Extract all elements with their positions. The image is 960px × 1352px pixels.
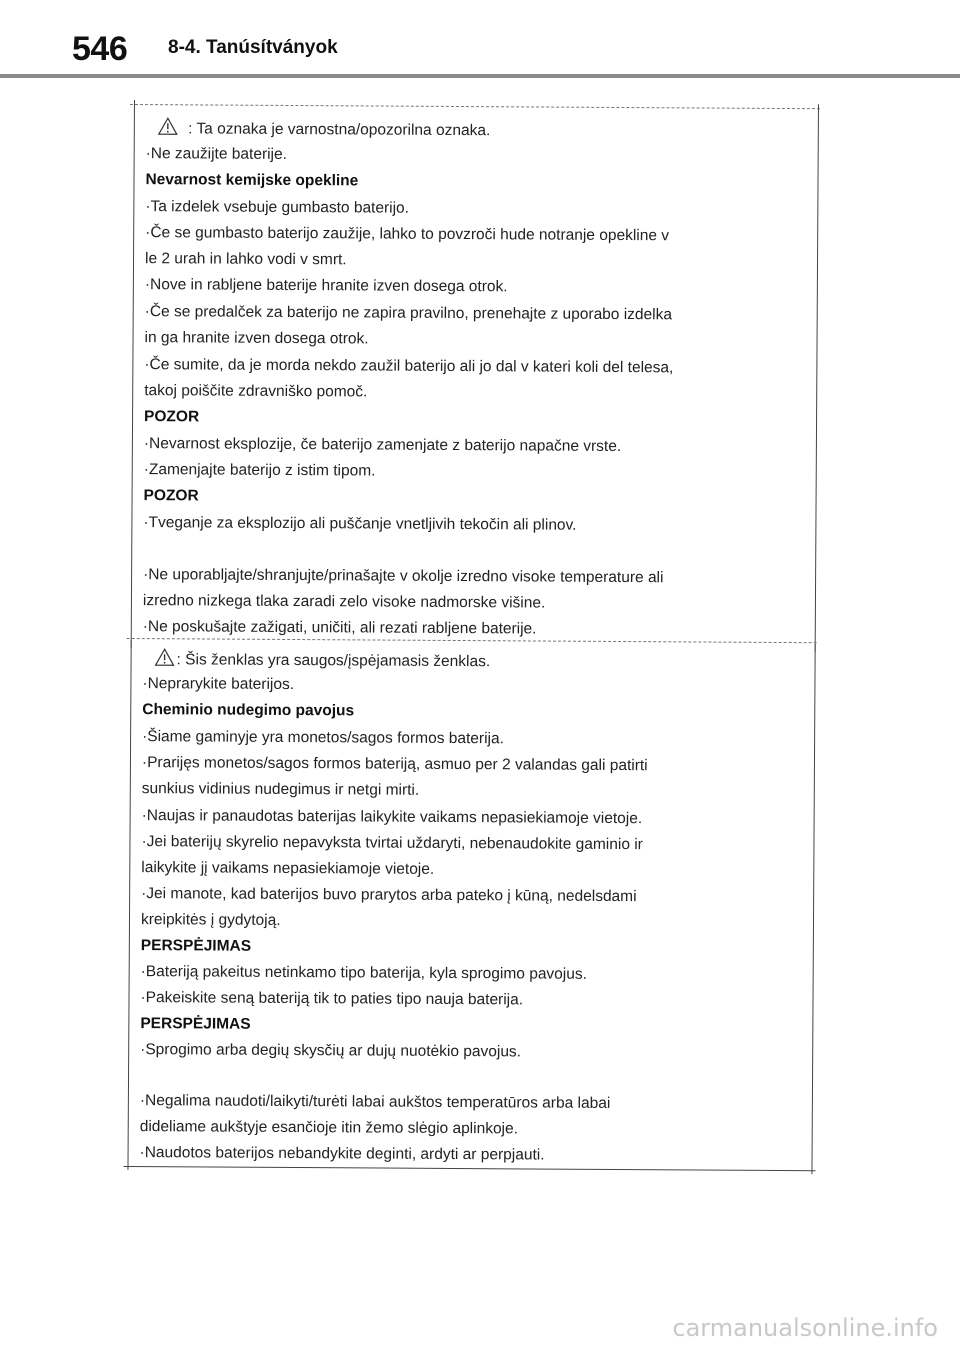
- sl-line-12: ·Nevarnost eksplozije, če baterijo zamenjate z baterijo napačne vrste.: [143, 435, 622, 456]
- sl-line-4: ·Če se gumbasto baterijo zaužije, lahko to povzroči hude notranje opekline v: [145, 224, 670, 245]
- sl-line-17: izredno nizkega tlaka zaradi zelo visoke nadmorske višine.: [142, 592, 546, 612]
- sl-line-1: ·Ne zaužijte baterije.: [145, 145, 288, 163]
- lt-line-16: ·Negalima naudoti/laikyti/turėti labai aukštos temperatūros arba labai: [139, 1092, 611, 1112]
- lt-line-10: kreipkitės į gydytoją.: [140, 911, 281, 929]
- lt-heading-chemical-burn: Cheminio nudegimo pavojus: [142, 701, 355, 720]
- sl-line-6: ·Nove in rabljene baterije hranite izven dosega otrok.: [144, 276, 508, 296]
- lt-line-3: ·Šiame gaminyje yra monetos/sagos formos baterija.: [142, 728, 504, 748]
- sl-warning-line: : Ta oznaka je varnostna/opozorilna oznaka.: [158, 117, 491, 141]
- right-border-bottom: [811, 644, 815, 1174]
- left-border-bottom: [127, 640, 131, 1170]
- lt-line-1: ·Neprarykite baterijos.: [142, 675, 295, 694]
- page-number: 546: [72, 30, 128, 68]
- lt-heading-perspejimas-1: PERSPĖJIMAS: [140, 937, 252, 955]
- sl-line-3: ·Ta izdelek vsebuje gumbasto baterijo.: [145, 198, 410, 217]
- lt-line-13: ·Pakeiskite seną bateriją tik to paties tipo nauja baterija.: [140, 989, 524, 1009]
- page-header: [0, 0, 960, 80]
- lt-line-5: sunkius vidinius nudegimus ir netgi mirti.: [141, 780, 420, 799]
- sl-line-8: in ga hranite izven dosega otrok.: [144, 329, 369, 348]
- right-border-top: [815, 104, 819, 652]
- warning-triangle-icon: [158, 117, 178, 135]
- top-cut-line: [130, 104, 820, 109]
- sl-line-7: ·Če se predalček za baterijo ne zapira pravilno, prenehajte z uporabo izdelka: [144, 303, 673, 324]
- lt-line-17: dideliame aukštyje esančioje itin žemo slėgio aplinkoje.: [139, 1118, 519, 1138]
- lt-line-4: ·Prarijęs monetos/sagos formos bateriją, asmuo per 2 valandas gali patirti: [141, 754, 648, 775]
- sl-line-10: takoj poiščite zdravniško pomoč.: [144, 382, 368, 401]
- lt-line-18: ·Naudotos baterijos nebandykite deginti, ardyti ar perpjauti.: [139, 1144, 545, 1164]
- lt-line-15: ·Sprogimo arba degių skysčių ar dujų nuotėkio pavojus.: [140, 1041, 522, 1061]
- left-border-top: [131, 100, 135, 648]
- lt-warning-line: : Šis ženklas yra saugos/įspėjamasis ženklas.: [155, 648, 491, 672]
- lt-line-8: laikykite jį vaikams nepasiekiamoje vietoje.: [141, 859, 435, 878]
- lt-line-9: ·Jei manote, kad baterijos buvo prarytos arba pateko į kūną, nedelsdami: [141, 885, 637, 906]
- lt-heading-perspejimas-2: PERSPĖJIMAS: [140, 1015, 251, 1033]
- sl-line-13: ·Zamenjajte baterijo z istim tipom.: [143, 461, 376, 480]
- certificate-scan: [123, 100, 830, 1174]
- section-title: 8-4. Tanúsítványok: [168, 37, 338, 58]
- sl-line-15: ·Tveganje za eksplozijo ali puščanje vnetljivih tekočin ali plinov.: [143, 514, 577, 534]
- lt-line-7: ·Jei baterijų skyrelio nepavyksta tvirtai uždaryti, nebenaudokite gaminio ir: [141, 833, 643, 854]
- sl-line-5: le 2 urah in lahko vodi v smrt.: [144, 250, 347, 269]
- sl-heading-pozor-1: POZOR: [144, 408, 200, 426]
- sl-line-9: ·Če sumite, da je morda nekdo zaužil baterijo ali jo dal v kateri koli del telesa,: [144, 356, 674, 377]
- sl-line-18: ·Ne poskušajte zažigati, uničiti, ali rezati rabljene baterije.: [142, 618, 537, 638]
- sl-heading-chemical-burn: Nevarnost kemijske opekline: [145, 171, 359, 190]
- sl-line-16: ·Ne uporabljajte/shranjujte/prinašajte v okolje izredno visoke temperature ali: [143, 566, 664, 587]
- header-divider: [0, 74, 960, 78]
- sl-heading-pozor-2: POZOR: [143, 487, 199, 505]
- warning-triangle-icon: [155, 648, 175, 666]
- lt-line-6: ·Naujas ir panaudotas baterijas laikykite vaikams nepasiekiamoje vietoje.: [141, 807, 643, 828]
- bottom-border: [123, 1166, 815, 1171]
- watermark: carmanualsonline.info: [672, 1314, 938, 1342]
- lt-line-12: ·Bateriją pakeitus netinkamo tipo baterija, kyla sprogimo pavojus.: [140, 963, 588, 983]
